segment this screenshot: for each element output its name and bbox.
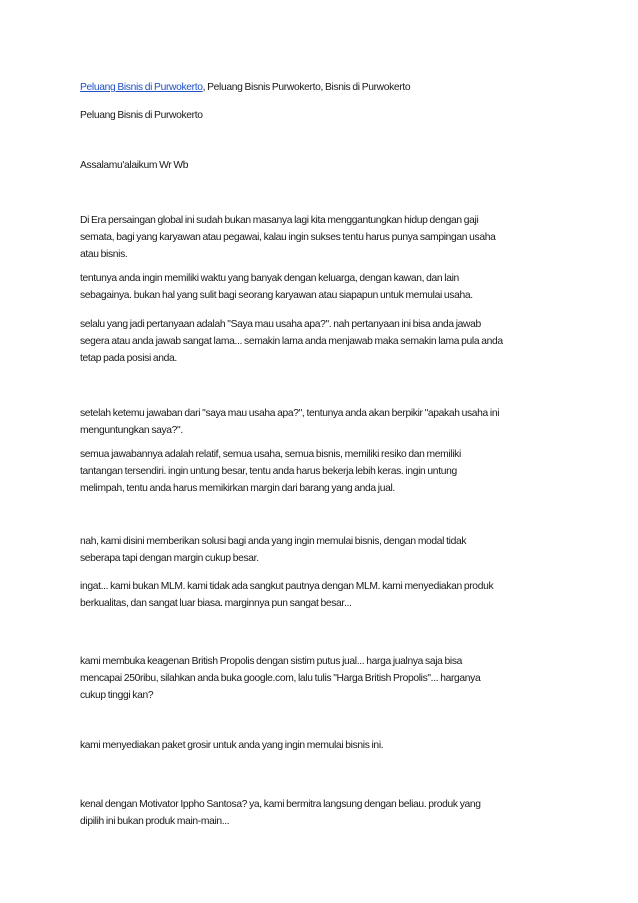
paragraph-line: kami membuka keagenan British Propolis dengan sistim putus jual... harga jualnya saja bisa <box>80 656 463 667</box>
paragraph <box>80 533 570 567</box>
paragraph-line: Di Era persaingan global ini sudah bukan masanya lagi kita menggantungkan hidup dengan gaji <box>80 215 479 226</box>
paragraph-line: atau bisnis. <box>80 249 128 260</box>
paragraph <box>80 653 570 704</box>
paragraph-line: tantangan tersendiri. ingin untung besar, tentu anda harus bekerja lebih keras. ingin untung <box>80 466 457 477</box>
paragraph <box>80 212 570 263</box>
paragraph <box>80 316 570 367</box>
paragraph-line: nah, kami disini memberikan solusi bagi anda yang ingin memulai bisnis, dengan modal tidak <box>80 536 467 547</box>
paragraph-line: berkualitas, dan sangat luar biasa. marginnya pun sangat besar... <box>80 598 352 609</box>
paragraph-line: Peluang Bisnis di Purwokerto <box>80 110 203 121</box>
paragraph-line: Assalamu'alaikum Wr Wb <box>80 160 189 171</box>
paragraph-line: menguntungkan saya?". <box>80 425 183 436</box>
paragraph-line: ingat... kami bukan MLM. kami tidak ada sangkut pautnya dengan MLM. kami menyediakan produk <box>80 581 494 592</box>
paragraph-line: tentunya anda ingin memiliki waktu yang banyak dengan keluarga, dengan kawan, dan lain <box>80 273 459 284</box>
paragraph-line: mencapai 250ribu, silahkan anda buka google.com, lalu tulis "Harga British Propolis"... harganya <box>80 673 481 684</box>
paragraph <box>80 737 570 754</box>
paragraph-line: semua jawabannya adalah relatif, semua usaha, semua bisnis, memiliki resiko dan memiliki <box>80 449 461 460</box>
paragraph-line: sebagainya. bukan hal yang sulit bagi seorang karyawan atau siapapun untuk memulai usaha. <box>80 290 473 301</box>
paragraph-line: seberapa tapi dengan margin cukup besar. <box>80 553 259 564</box>
paragraph-line: semata, bagi yang karyawan atau pegawai, kalau ingin sukses tentu harus punya sampingan usaha <box>80 232 496 243</box>
paragraph <box>80 270 570 304</box>
paragraph-line: kami menyediakan paket grosir untuk anda yang ingin memulai bisnis ini. <box>80 740 384 751</box>
paragraph-line: selalu yang jadi pertanyaan adalah "Saya mau usaha apa?". nah pertanyaan ini bisa anda jawab <box>80 319 481 330</box>
paragraph <box>80 446 570 497</box>
paragraph <box>80 578 570 612</box>
paragraph-greeting <box>80 157 570 174</box>
paragraph-line: cukup tinggi kan? <box>80 690 154 701</box>
paragraph <box>80 796 570 830</box>
peluang-bisnis-link[interactable]: Peluang Bisnis di Purwokerto <box>80 82 203 93</box>
paragraph-line: tetap pada posisi anda. <box>80 353 177 364</box>
paragraph-line: melimpah, tentu anda harus memikirkan margin dari barang yang anda jual. <box>80 483 395 494</box>
paragraph <box>80 405 570 439</box>
paragraph-line: dipilih ini bukan produk main-main... <box>80 816 230 827</box>
paragraph-line: setelah ketemu jawaban dari "saya mau usaha apa?", tentunya anda akan berpikir "apakah usaha ini <box>80 408 500 419</box>
paragraph-line: segera atau anda jawab sangat lama... semakin lama anda menjawab maka semakin lama pula anda <box>80 336 503 347</box>
paragraph-title <box>80 107 570 124</box>
header-line-rest: , Peluang Bisnis Purwokerto, Bisnis di Purwokerto <box>202 82 411 93</box>
paragraph-line: kenal dengan Motivator Ippho Santosa? ya, kami bermitra langsung dengan beliau. produk yang <box>80 799 481 810</box>
header-line <box>80 79 570 96</box>
